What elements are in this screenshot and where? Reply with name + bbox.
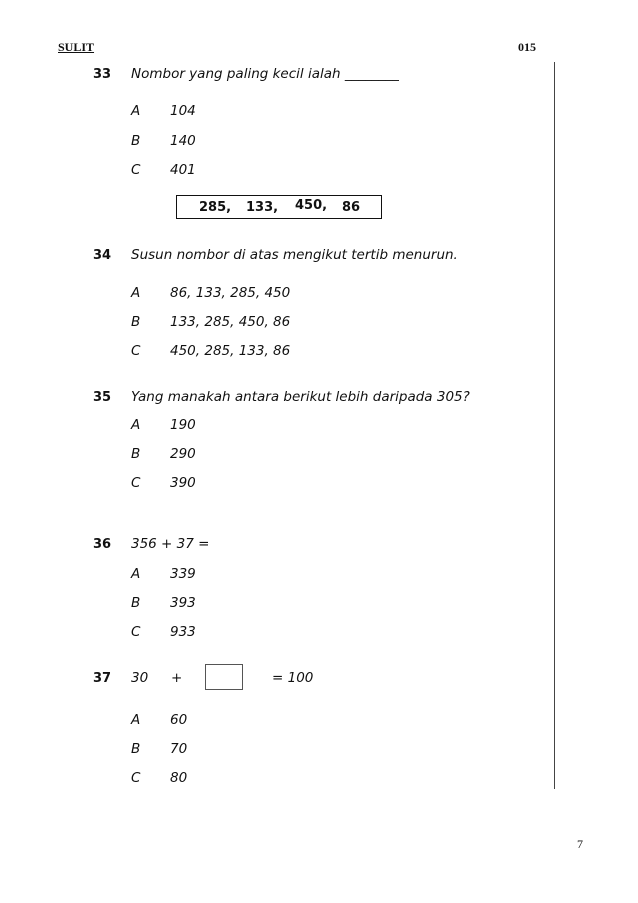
question-36-text: 356 + 37 =: [131, 536, 210, 552]
q35-option-a-letter: A: [131, 417, 141, 433]
q36-option-c-value: 933: [170, 624, 196, 640]
q37-option-a-letter: A: [131, 712, 141, 728]
q34-option-c-value: 450, 285, 133, 86: [170, 343, 291, 359]
q36-option-b-letter: B: [131, 595, 141, 611]
question-37-operator: +: [171, 670, 183, 686]
q34-option-b-letter: B: [131, 314, 141, 330]
q37-option-a-value: 60: [170, 712, 188, 728]
q34-option-c-letter: C: [131, 343, 141, 359]
q35-option-c-value: 390: [170, 475, 196, 491]
question-33-text: Nombor yang paling kecil ialah ________: [131, 66, 399, 82]
question-34-text: Susun nombor di atas mengikut tertib menurun.: [131, 247, 458, 263]
q37-option-c-value: 80: [170, 770, 188, 786]
q36-option-a-value: 339: [170, 566, 196, 582]
q35-option-c-letter: C: [131, 475, 141, 491]
q35-option-b-letter: B: [131, 446, 141, 462]
number-box: [176, 195, 382, 219]
question-37-rhs: = 100: [272, 670, 314, 686]
question-37-number: 37: [93, 671, 112, 686]
question-36-number: 36: [93, 537, 112, 552]
q35-option-a-value: 190: [170, 417, 196, 433]
q37-option-b-value: 70: [170, 741, 188, 757]
q33-option-b-value: 140: [170, 133, 196, 149]
number-box-item: 133,: [246, 200, 279, 215]
margin-rule: [554, 62, 555, 789]
q35-option-b-value: 290: [170, 446, 196, 462]
q36-option-b-value: 393: [170, 595, 196, 611]
q36-option-a-letter: A: [131, 566, 141, 582]
number-box-item: 450,: [295, 198, 328, 213]
question-37-lhs: 30: [131, 670, 149, 686]
number-box-item: 285,: [199, 200, 232, 215]
q36-option-c-letter: C: [131, 624, 141, 640]
question-35-text: Yang manakah antara berikut lebih daripada 305?: [131, 389, 470, 405]
header-sulit: SULIT: [58, 40, 95, 54]
answer-blank-box: [205, 664, 243, 690]
page-number: 7: [577, 837, 583, 851]
q37-option-c-letter: C: [131, 770, 141, 786]
header-code: 015: [518, 40, 536, 54]
q37-option-b-letter: B: [131, 741, 141, 757]
q33-option-b-letter: B: [131, 133, 141, 149]
q34-option-a-value: 86, 133, 285, 450: [170, 285, 291, 301]
number-box-item: 86: [342, 200, 361, 215]
q33-option-c-letter: C: [131, 162, 141, 178]
q33-option-c-value: 401: [170, 162, 196, 178]
q34-option-a-letter: A: [131, 285, 141, 301]
question-34-number: 34: [93, 248, 112, 263]
question-33-number: 33: [93, 67, 112, 82]
q33-option-a-letter: A: [131, 103, 141, 119]
question-35-number: 35: [93, 390, 112, 405]
q34-option-b-value: 133, 285, 450, 86: [170, 314, 291, 330]
q33-option-a-value: 104: [170, 103, 196, 119]
